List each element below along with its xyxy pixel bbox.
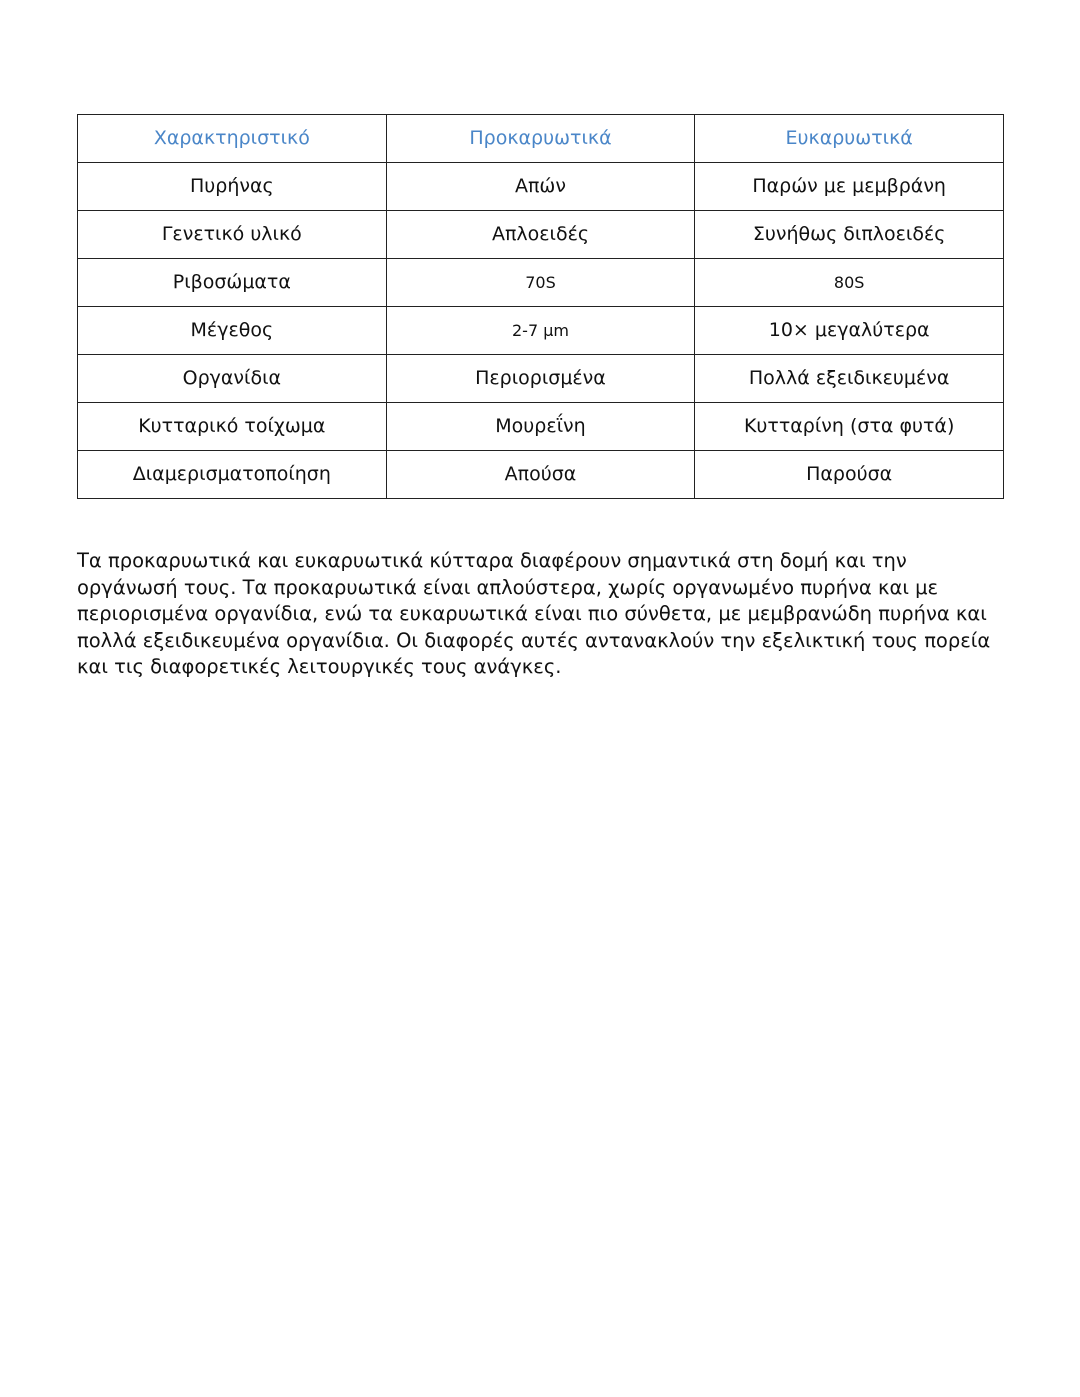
row-label: Μέγεθος: [78, 307, 387, 355]
table-row: [78, 355, 1004, 403]
table-row: [78, 307, 1004, 355]
table-row: [78, 403, 1004, 451]
table-row: [78, 163, 1004, 211]
prokaryote-value: Μουρεΐνη: [386, 403, 695, 451]
row-label: Οργανίδια: [78, 355, 387, 403]
prokaryote-value: 70S: [386, 259, 695, 307]
eukaryote-value: 10× μεγαλύτερα: [695, 307, 1004, 355]
table-header-row: [78, 115, 1004, 163]
eukaryote-value: Συνήθως διπλοειδές: [695, 211, 1004, 259]
table-row: [78, 211, 1004, 259]
row-label: Ριβοσώματα: [78, 259, 387, 307]
row-label: Πυρήνας: [78, 163, 387, 211]
prokaryote-value: Απών: [386, 163, 695, 211]
eukaryote-value: Πολλά εξειδικευμένα: [695, 355, 1004, 403]
row-label: Κυτταρικό τοίχωμα: [78, 403, 387, 451]
header-prokaryotes: Προκαρυωτικά: [386, 115, 695, 163]
header-characteristic: Χαρακτηριστικό: [78, 115, 387, 163]
eukaryote-value: Παρών με μεμβράνη: [695, 163, 1004, 211]
eukaryote-value: Κυτταρίνη (στα φυτά): [695, 403, 1004, 451]
row-label: Γενετικό υλικό: [78, 211, 387, 259]
summary-paragraph: Τα προκαρυωτικά και ευκαρυωτικά κύτταρα διαφέρουν σημαντικά στη δομή και την οργάνωσή τους. Τα προκαρυωτικά είναι απλούστερα, χωρίς οργανωμένο πυρήνα και με περιορισμένα οργανίδια, ενώ τα ευκαρυωτικά είναι πιο σύνθετα, με μεμβρανώδη πυρήνα και πολλά εξειδικευμένα οργανίδια. Οι διαφορές αυτές αντανακλούν την εξελικτική τους πορεία και τις διαφορετικές λειτουργικές τους ανάγκες.: [77, 549, 991, 678]
prokaryote-value: 2-7 μm: [386, 307, 695, 355]
prokaryote-value: Απούσα: [386, 451, 695, 499]
eukaryote-value: 80S: [695, 259, 1004, 307]
header-eukaryotes: Ευκαρυωτικά: [695, 115, 1004, 163]
comparison-table: [77, 114, 1004, 499]
eukaryote-value: Παρούσα: [695, 451, 1004, 499]
prokaryote-value: Περιορισμένα: [386, 355, 695, 403]
row-label: Διαμερισματοποίηση: [78, 451, 387, 499]
table-row: [78, 451, 1004, 499]
prokaryote-value: Απλοειδές: [386, 211, 695, 259]
table-row: [78, 259, 1004, 307]
